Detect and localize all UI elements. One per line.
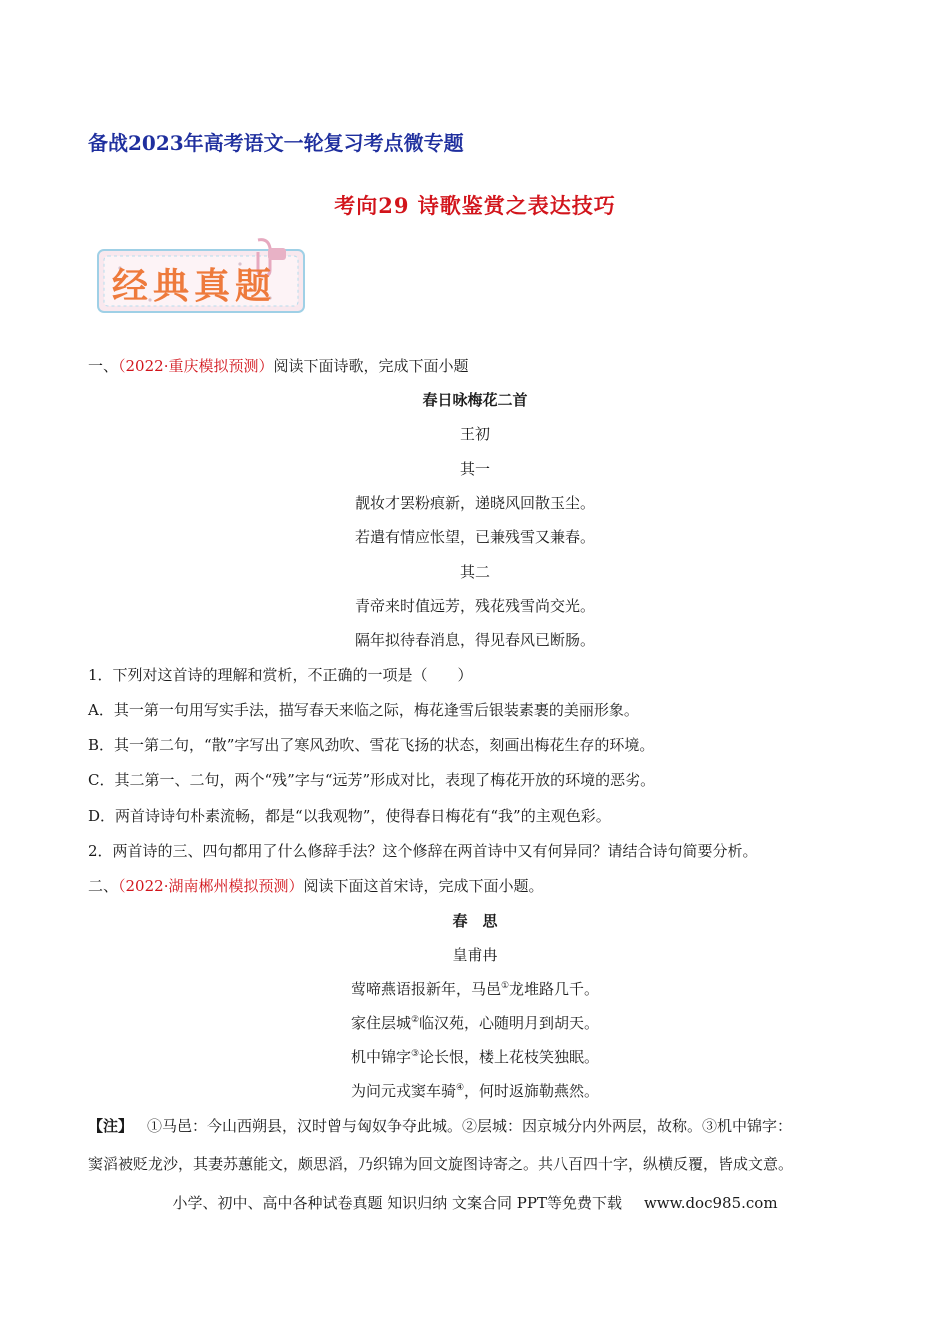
q2-poem-line: 机中锦字③论长恨，楼上花枝笑独眠。 [350,1048,600,1066]
q2-poem-title: 春 思 [452,912,498,930]
footer [0,1192,950,1213]
q1-intro [88,356,468,376]
footer-link[interactable]: www.doc985.com [643,1194,778,1212]
q1-subquestion-1: 1．下列对这首诗的理解和赏析，不正确的一项是（ ） [88,666,473,684]
q2-poem-line: 莺啼燕语报新年，马邑①龙堆路几千。 [350,980,600,998]
option-b: B．其一第二句，“散”字写出了寒风劲吹、雪花飞扬的状态，刻画出梅花生存的环境。 [88,736,655,754]
q1-part2-label: 其二 [459,563,490,581]
q2-source: （2022·湖南郴州模拟预测） [118,877,304,895]
topic-title: 考向29 诗歌鉴赏之表达技巧 [334,193,616,218]
q2-poem-line: 为问元戎窦车骑④，何时返旆勒燕然。 [350,1082,600,1100]
q2-notes [88,1116,792,1136]
q2-poem-line: 家住层城②临汉苑，心随明月到胡天。 [350,1014,600,1032]
option-c: C．其二第一、二句，两个“残”字与“远芳”形成对比，表现了梅花开放的环境的恶劣。 [88,771,656,789]
note-label: 【注】 [88,1117,134,1135]
footer-text: 小学、初中、高中各种试卷真题 知识归纳 文案合同 PPT等免费下载 [172,1194,622,1212]
q2-intro [88,876,543,896]
q1-source: （2022·重庆模拟预测） [118,357,274,375]
q2-prefix: 二、 [88,877,119,895]
note-text: ①马邑：今山西朔县，汉时曾与匈奴争夺此城。②层城：因京城分内外两层，故称。③机中锦字： [147,1117,793,1135]
q1-poem-line: 靓妆才罢粉痕新，递晓风回散玉尘。 [354,494,595,512]
q1-poet: 王初 [459,425,490,443]
q2-instruction: 阅读下面这首宋诗，完成下面小题。 [303,877,544,895]
q1-instruction: 阅读下面诗歌，完成下面小题 [273,357,469,375]
q1-poem-line: 若遣有情应怅望，已兼残雪又兼春。 [354,528,595,546]
q1-poem-title: 春日咏梅花二首 [422,391,528,409]
q1-part1-label: 其一 [459,460,490,478]
q1-poem-line: 青帝来时值远芳，残花残雪尚交光。 [354,597,595,615]
series-title: 备战2023年高考语文一轮复习考点微专题 [88,131,464,155]
q1-subquestion-2: 2．两首诗的三、四句都用了什么修辞手法？这个修辞在两首诗中又有何异同？请结合诗句简要分析。 [88,842,758,860]
option-a: A．其一第一句用写实手法，描写春天来临之际，梅花逢雪后银装素裹的美丽形象。 [88,701,639,719]
q1-poem-line: 隔年拟待春消息，得见春风已断肠。 [354,631,595,649]
q2-notes-continued: 窦滔被贬龙沙，其妻苏蕙能文，颇思滔，乃织锦为回文旋图诗寄之。共八百四十字，纵横反覆，皆成文意。 [88,1155,794,1173]
q2-poet: 皇甫冉 [452,946,498,964]
option-d: D．两首诗诗句朴素流畅，都是“以我观物”，使得春日梅花有“我”的主观色彩。 [88,807,611,825]
q1-prefix: 一、 [88,357,119,375]
badge-label: 经典真题 [112,266,277,307]
